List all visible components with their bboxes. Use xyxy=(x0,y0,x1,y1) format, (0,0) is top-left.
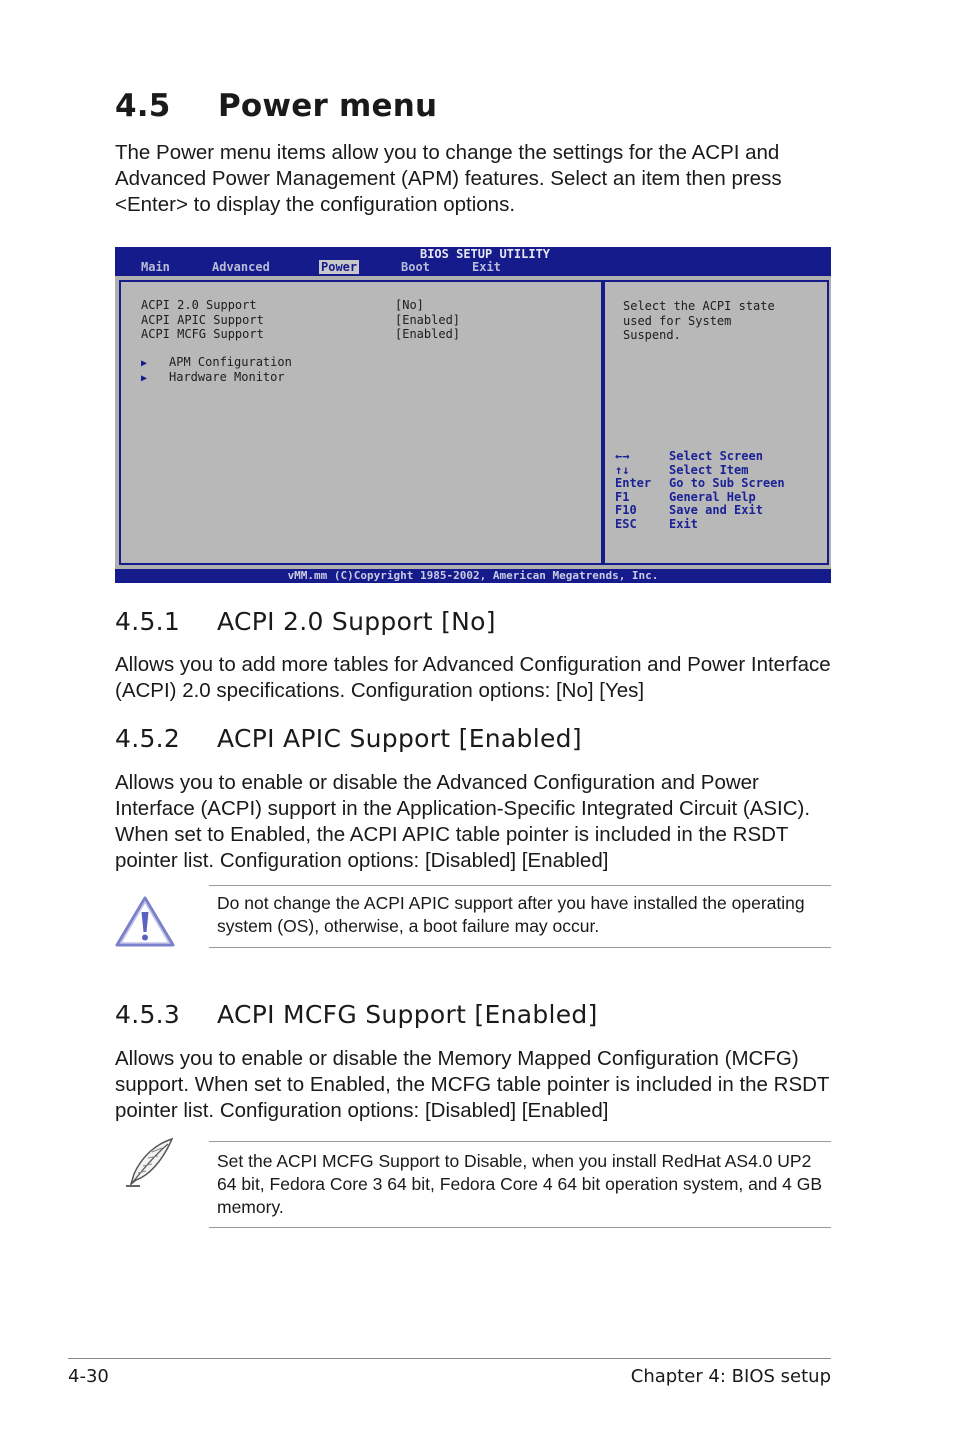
bios-tab-advanced[interactable]: Advanced xyxy=(212,260,270,274)
bios-key-row xyxy=(615,504,763,518)
subsection-title-text: ACPI MCFG Support [Enabled] xyxy=(217,1000,598,1029)
bios-copyright: vMM.mm (C)Copyright 1985-2002, American Megatrends, Inc. xyxy=(287,569,659,582)
key-action: Save and Exit xyxy=(669,503,763,517)
bios-submenu-hardware-monitor[interactable] xyxy=(141,370,285,387)
section-number: 4.5 xyxy=(115,88,171,124)
intro-paragraph: The Power menu items allow you to change the settings for the ACPI and Advanced Power Management (APM) features. Select an item then press <Enter> to display the configuration options. xyxy=(115,141,782,216)
mcfg-paragraph: Allows you to enable or disable the Memory Mapped Configuration (MCFG) support. When set to Enabled, the MCFG table pointer is included in the RSDT pointer list. Configuration options: [Disabled] [Enabled] xyxy=(115,1047,830,1122)
bios-tab-boot[interactable]: Boot xyxy=(401,260,430,274)
note-feather-icon xyxy=(122,1136,178,1190)
subsection-number: 4.5.1 xyxy=(115,607,181,636)
bios-help-panel xyxy=(603,280,829,565)
bios-tab-power[interactable]: Power xyxy=(321,260,358,274)
acpi20-paragraph: Allows you to add more tables for Advanced Configuration and Power Interface (ACPI) 2.0 specifications. Configuration options: [No] [Yes] xyxy=(115,653,831,702)
warning-icon xyxy=(114,895,176,949)
apic-paragraph: Allows you to enable or disable the Advanced Configuration and Power Interface (ACPI) support in the Application-Specific Integrated Circuit (ASIC). When set to Enabled, the ACPI APIC table pointer is included in the RSDT pointer list. Configuration options: [Disabled] [Enabled] xyxy=(115,771,811,872)
subsection-number: 4.5.3 xyxy=(115,1000,181,1029)
key-action: Exit xyxy=(669,516,698,531)
bios-footer-bar xyxy=(115,569,831,583)
key-action: Select Item xyxy=(669,462,749,477)
bios-item-acpi20-value[interactable]: [No] xyxy=(395,298,424,312)
section-title xyxy=(115,88,437,124)
warning-note-text: Do not change the ACPI APIC support after you have installed the operating system (OS), otherwise, a boot failure may occur. xyxy=(217,893,805,936)
chapter-title: Chapter 4: BIOS setup xyxy=(630,1366,831,1387)
bios-key-row xyxy=(615,518,698,532)
subsection-title-apic xyxy=(115,724,582,753)
bios-item-apic-value[interactable]: [Enabled] xyxy=(395,312,461,327)
key-action: Select Screen xyxy=(669,449,763,463)
note-rule-bottom xyxy=(209,1227,831,1228)
bios-submenu-hw-label: Hardware Monitor xyxy=(169,370,285,384)
key-label: F10 xyxy=(615,503,637,517)
key-label: ←→ xyxy=(615,449,630,463)
key-action: Go to Sub Screen xyxy=(669,476,785,490)
bios-item-mcfg-label[interactable]: ACPI MCFG Support xyxy=(141,327,264,341)
bios-submenu-apm-label: APM Configuration xyxy=(169,355,292,369)
subsection-title-text: ACPI 2.0 Support [No] xyxy=(217,607,496,636)
footer-rule xyxy=(68,1358,831,1359)
bios-key-row xyxy=(615,491,756,505)
subsection-title-mcfg xyxy=(115,1000,598,1029)
bios-item-acpi20-label[interactable]: ACPI 2.0 Support xyxy=(141,298,257,312)
key-action: General Help xyxy=(669,489,756,504)
bios-settings-panel xyxy=(119,280,603,565)
bios-header-bar xyxy=(115,247,831,276)
bios-tab-main[interactable]: Main xyxy=(141,260,170,274)
bios-title: BIOS SETUP UTILITY xyxy=(419,247,551,261)
bios-help-text: Select the ACPI state used for System Suspend. xyxy=(623,299,775,342)
info-note-text: Set the ACPI MCFG Support to Disable, when you install RedHat AS4.0 UP2 64 bit, Fedora Core 3 64 bit, Fedora Core 4 64 bit operation system, and 4 GB memory. xyxy=(217,1151,823,1217)
subsection-number: 4.5.2 xyxy=(115,724,181,753)
submenu-arrow-icon: ▶ xyxy=(141,358,148,369)
bios-key-row xyxy=(615,477,785,491)
bios-key-row xyxy=(615,450,763,464)
section-title-text: Power menu xyxy=(218,88,438,124)
page-number: 4-30 xyxy=(68,1366,109,1387)
note-rule-top xyxy=(209,1141,831,1142)
bios-tab-exit[interactable]: Exit xyxy=(472,260,501,274)
subsection-title-acpi20 xyxy=(115,607,496,636)
key-label: Enter xyxy=(615,476,652,490)
key-label: ESC xyxy=(615,516,637,531)
subsection-title-text: ACPI APIC Support [Enabled] xyxy=(217,724,582,753)
note-rule-bottom xyxy=(209,947,831,948)
key-label: F1 xyxy=(615,489,630,504)
bios-item-apic-label[interactable]: ACPI APIC Support xyxy=(141,312,264,327)
bios-key-row xyxy=(615,464,748,478)
submenu-arrow-icon: ▶ xyxy=(141,373,148,384)
key-label: ↑↓ xyxy=(615,462,630,477)
note-rule-top xyxy=(209,885,831,886)
bios-screenshot xyxy=(115,247,831,583)
bios-item-mcfg-value[interactable]: [Enabled] xyxy=(395,327,461,341)
